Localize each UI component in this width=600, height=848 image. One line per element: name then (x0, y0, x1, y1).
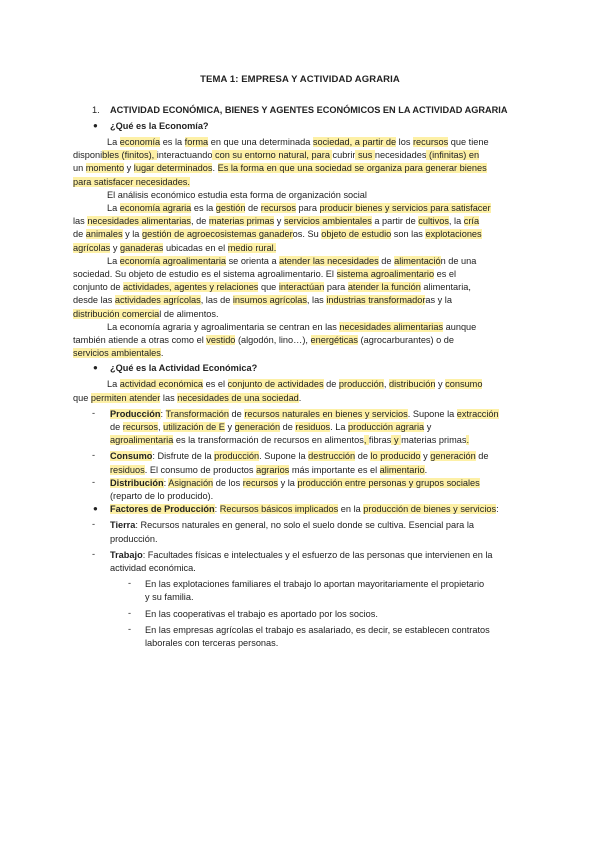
text-run: agrarios (256, 464, 290, 475)
text-run: explotaciones (425, 229, 482, 240)
text-run: que tiene (448, 137, 489, 147)
text-run: consumo (445, 379, 483, 390)
tierra-line (110, 533, 158, 546)
text-run: y (420, 451, 431, 462)
text-run: : (163, 477, 169, 488)
text-run: para (296, 203, 320, 213)
text-run: materias primas (401, 435, 467, 446)
text-run: cría (463, 216, 480, 227)
text-run: alimentario (379, 464, 425, 475)
text-run: residuos (295, 422, 331, 432)
text-run: gestión de agroecosistemas ganader (141, 229, 293, 240)
text-run: producción. (110, 533, 158, 544)
text-run: transformación de recursos en alimentos (197, 435, 364, 446)
text-run: las (160, 392, 178, 403)
document-title: TEMA 1: EMPRESA Y ACTIVIDAD AGRARIA (200, 74, 400, 85)
text-run: energéticas (310, 335, 358, 345)
text-run: medio rural (227, 242, 274, 253)
text-run: La (107, 137, 120, 147)
text-run: : (160, 408, 166, 419)
text-run: producción agraria (348, 422, 425, 432)
text-run: destrucción (308, 451, 356, 462)
text-run: gestión (215, 203, 246, 213)
text-run: producción (214, 451, 260, 462)
text-run: y (124, 163, 134, 174)
text-run: cultivos (418, 216, 449, 227)
text-run: extracción (456, 408, 499, 419)
consumo-line (110, 450, 489, 463)
text-run: que (258, 282, 279, 293)
text-run: economía agroalimentaria (119, 255, 227, 266)
text-run: y (110, 242, 120, 253)
paragraph-economia-line (107, 136, 489, 149)
text-run: En las cooperativas el trabajo es aportado por los socios. (145, 608, 378, 619)
distribucion-line-label: Distribución (110, 477, 164, 488)
text-run: La (107, 255, 120, 266)
text-run: objeto de estudio (321, 229, 392, 240)
text-run: ganaderas (119, 242, 164, 253)
text-run: y su familia. (145, 592, 194, 603)
paragraph-agraria-line (73, 228, 482, 241)
paragraph-economia-line (73, 149, 479, 162)
dash-icon: - (92, 450, 96, 461)
text-run: recursos (122, 422, 159, 432)
text-run: animales (85, 229, 123, 240)
text-run: sociedad, a partir de (312, 137, 397, 147)
text-run: . (212, 163, 218, 174)
text-run: y (274, 216, 284, 227)
text-run: bles (finitos), (102, 150, 157, 161)
text-run: permiten atender (90, 392, 161, 403)
text-run: (infinitas) en (426, 150, 480, 161)
dash-icon: - (128, 623, 132, 634)
factores-line-label: Factores de Producción (110, 504, 215, 515)
text-run: un (73, 163, 86, 174)
paragraph-necesidades-line (107, 321, 476, 334)
text-run: La (107, 203, 120, 213)
paragraph-agroalimentaria-line (73, 281, 471, 294)
text-run: Es la forma en que una sociedad se organiza para generar bienes (217, 163, 487, 174)
text-run: ubicadas en el (163, 242, 228, 253)
text-run: ¿Qué es la Actividad Económica? (110, 363, 258, 374)
text-run: para satisfacer necesidades. (73, 176, 190, 187)
text-run: economía agraria (119, 203, 192, 213)
text-run: en que una determinada (208, 137, 313, 147)
text-run: interactúan (278, 282, 325, 293)
text-run: servicios ambientales (73, 348, 161, 359)
text-run: : Recursos naturales en general, no solo el suelo donde se cultiva. Esencial para la (135, 520, 474, 531)
text-run: que (73, 392, 91, 403)
text-run: El análisis económico estudia esta forma de organización social (107, 189, 367, 200)
text-run: de (355, 451, 371, 462)
subitem-line (145, 624, 490, 637)
subitem-line (145, 608, 378, 621)
subitem-line (145, 591, 194, 604)
text-run: forma (184, 137, 209, 147)
text-run: n de una (440, 255, 477, 266)
produccion-line (110, 421, 431, 434)
text-run: as y la (425, 295, 452, 306)
text-run: residuos (110, 464, 145, 475)
dash-icon: - (128, 607, 132, 618)
paragraph-actividad-line (73, 392, 301, 405)
text-run: lugar determinados (133, 163, 213, 174)
text-run: de (475, 451, 489, 462)
text-run: para (324, 282, 348, 293)
text-run: ACTIVIDAD ECONÓMICA, BIENES Y AGENTES ECONÓMICOS EN LA ACTIVIDAD AGRARIA (110, 105, 508, 115)
text-run: y la (278, 477, 298, 488)
text-run: es el (434, 269, 457, 279)
text-run: de (110, 422, 123, 432)
dash-icon: - (92, 548, 96, 559)
distribucion-line (110, 477, 480, 490)
text-run: . (298, 392, 302, 403)
text-run: os. Su (292, 229, 322, 240)
paragraph-necesidades-line (73, 334, 454, 347)
paragraph-actividad-line (107, 378, 482, 391)
text-run: . Supone la (407, 408, 457, 419)
text-run: son las (391, 229, 426, 240)
text-run: recursos (242, 477, 279, 488)
text-run: necesidades de una sociedad (177, 392, 299, 403)
text-run: sociedad. Su objeto de estudio es el sistema agroalimentario. El (73, 269, 337, 279)
text-run: en la (338, 504, 364, 515)
text-run: actividades, agentes y relaciones (123, 282, 259, 293)
text-run: cubrir (332, 150, 356, 161)
text-run: recursos naturales en bienes y servicios (244, 408, 408, 419)
text-run: recursos (260, 203, 296, 213)
section-number: 1. (92, 105, 100, 115)
text-run: agrícolas (73, 242, 111, 253)
text-run: materias primas (208, 216, 275, 227)
text-run: . El consumo de productos (144, 464, 257, 475)
text-run: , de (191, 216, 209, 227)
text-run: también atiende a otras como el (73, 335, 207, 345)
text-run: vestido (206, 335, 236, 345)
text-run: industrias transformador (326, 295, 426, 306)
text-run: actividades agrícolas (114, 295, 201, 306)
trabajo-line (110, 562, 196, 575)
text-run: es la (173, 435, 198, 446)
text-run: desde las (73, 295, 115, 306)
text-run: sistema agroalimentario (336, 269, 435, 279)
text-run: atender la función (347, 282, 421, 293)
text-run: a partir de (371, 216, 419, 227)
produccion-line-label: Producción (110, 408, 161, 419)
text-run: producción de bienes y servicios (363, 504, 497, 515)
text-run: : (214, 504, 220, 515)
text-run: laborales con terceras personas. (145, 638, 279, 648)
dash-icon: - (92, 519, 96, 530)
text-run: conjunto de actividades (227, 379, 324, 390)
factores-line (110, 503, 499, 516)
question-economia (110, 120, 209, 133)
text-run: . (273, 242, 277, 253)
text-run: y la (122, 229, 142, 240)
text-run: fibras (368, 435, 392, 446)
text-run: aunque (443, 321, 477, 332)
text-run: es la (191, 203, 216, 213)
text-run: generación (234, 422, 281, 432)
paragraph-necesidades-line (73, 347, 163, 360)
text-run: : Facultades físicas e intelectuales y el esfuerzo de las personas que intervienen en la (142, 549, 493, 560)
text-run: (reparto de lo producido). (110, 491, 214, 501)
consumo-line (110, 464, 427, 477)
text-run: actividad económica (119, 379, 204, 390)
text-run: producción (338, 379, 384, 390)
text-run: , las de (200, 295, 233, 306)
text-run: . (466, 435, 470, 446)
paragraph-agroalimentaria-line (73, 268, 456, 281)
text-run: Transformación (165, 408, 229, 419)
text-run: , (383, 379, 389, 390)
text-run: se orienta a (226, 255, 280, 266)
text-run: , las (306, 295, 327, 306)
text-run: , (363, 435, 369, 446)
text-run: l de alimentos. (159, 308, 219, 319)
text-run: momento (85, 163, 125, 174)
text-run: necesidades alimentarias (339, 321, 444, 332)
text-run: de (245, 203, 261, 213)
text-run: lo producido (370, 451, 421, 462)
text-run: . Supone la (259, 451, 309, 462)
tierra-line-label: Tierra (110, 520, 136, 531)
text-run: insumos agrícolas (232, 295, 307, 306)
text-run: sus (355, 150, 375, 161)
text-run: : (496, 504, 499, 515)
text-run: (algodón, lino…), (235, 335, 311, 345)
bullet-icon: ● (93, 363, 98, 373)
text-run: , la (448, 216, 464, 227)
text-run: servicios ambientales (283, 216, 372, 227)
text-run: de (228, 408, 245, 419)
bullet-icon: ● (93, 121, 98, 130)
text-run: utilización de E (163, 422, 225, 432)
text-run: : Disfrute de la (152, 451, 215, 462)
text-run: de (323, 379, 339, 390)
text-run: interactuando (156, 150, 213, 161)
text-run: . (424, 464, 428, 475)
text-run: economía (119, 137, 161, 147)
paragraph-agroalimentaria-line (73, 308, 219, 321)
text-run: . (160, 348, 164, 359)
text-run: disponi (73, 150, 103, 161)
text-run: más importante es el (289, 464, 380, 475)
produccion-line (110, 434, 469, 447)
text-run: ¿Qué es la Economía? (110, 121, 209, 131)
paragraph-economia-line (73, 162, 487, 175)
bullet-icon: ● (93, 504, 98, 514)
text-run: distribución (388, 379, 436, 390)
text-run: necesidades alimentarias (87, 216, 191, 227)
text-run: Recursos básicos implicados (219, 504, 339, 515)
text-run: En las explotaciones familiares el trabajo lo aportan mayoritariamente el propietario (145, 579, 485, 590)
paragraph-agroalimentaria-line (73, 294, 452, 307)
consumo-line-label: Consumo (110, 451, 153, 462)
text-run: es la (160, 137, 185, 147)
text-run: recursos (412, 137, 449, 147)
text-run: producir bienes y servicios para satisfacer (319, 203, 491, 213)
text-run: de (280, 422, 296, 432)
text-run: La economía agraria y agroalimentaria se centran en las (107, 321, 340, 332)
subitem-line (145, 578, 484, 591)
dash-icon: - (92, 476, 96, 487)
paragraph-agroalimentaria-line (107, 255, 476, 268)
text-run: atender las necesidades (279, 255, 379, 266)
tierra-line (110, 519, 474, 532)
paragraph-economia-line (73, 176, 190, 189)
produccion-line (110, 408, 499, 421)
paragraph-analisis (107, 189, 367, 202)
text-run: y (224, 422, 235, 432)
subitem-line (145, 637, 278, 650)
distribucion-line (110, 490, 213, 503)
text-run: agroalimentaria (110, 435, 174, 446)
text-run: y (391, 435, 402, 446)
text-run: de los (213, 477, 243, 488)
text-run: , (158, 422, 164, 432)
text-run: de (73, 229, 86, 240)
text-run: es el (203, 379, 228, 390)
text-run: . La (330, 422, 349, 432)
paragraph-agraria-line (73, 215, 479, 228)
text-run: y (435, 379, 446, 390)
paragraph-agraria-line (107, 202, 491, 215)
text-run: conjunto de (73, 282, 124, 293)
text-run: con su entorno natural, para (212, 150, 333, 161)
dash-icon: - (128, 578, 132, 589)
text-run: (agrocarburantes) o de (358, 335, 455, 345)
dash-icon: - (92, 407, 96, 418)
text-run: generación (430, 451, 476, 462)
text-run: los (396, 137, 413, 147)
text-run: alimentació (394, 255, 441, 266)
text-run: y (424, 422, 432, 432)
text-run: las (73, 216, 88, 227)
text-run: actividad económica. (110, 563, 196, 573)
text-run: alimentaria, (420, 282, 471, 293)
text-run: En las empresas agrícolas el trabajo es asalariado, es decir, se establecen contratos (145, 624, 490, 635)
question-actividad (110, 362, 257, 375)
text-run: de (378, 255, 395, 266)
text-run: producción entre personas y grupos sociales (297, 477, 480, 488)
trabajo-line-label: Trabajo (110, 549, 143, 560)
text-run: distribución comercia (73, 308, 160, 319)
trabajo-line (110, 549, 493, 562)
text-run: Asignación (168, 477, 214, 488)
text-run: La (107, 379, 120, 390)
paragraph-agraria-line (73, 242, 276, 255)
text-run: necesidades (374, 150, 427, 161)
section-heading (110, 104, 507, 117)
